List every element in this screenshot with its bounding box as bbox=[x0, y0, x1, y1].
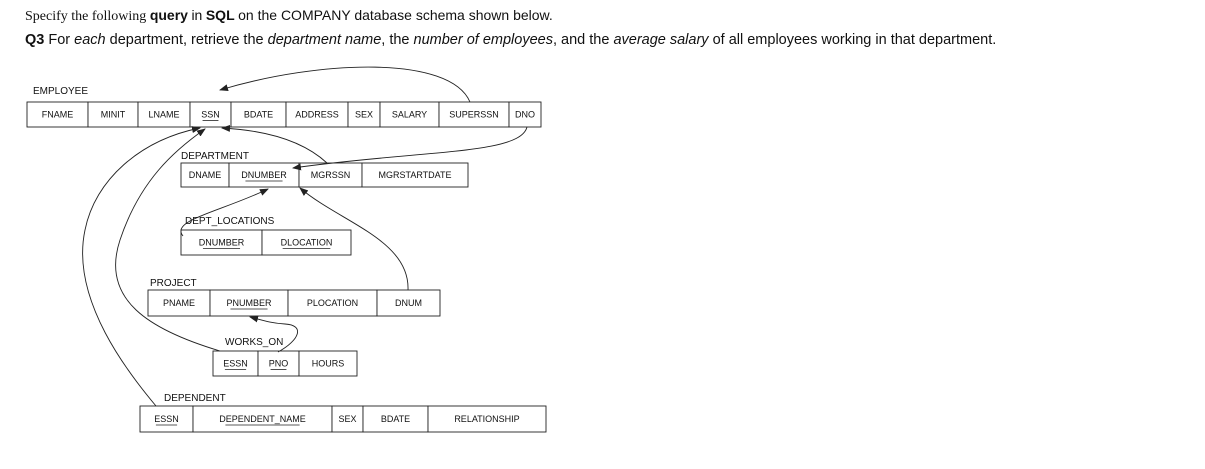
table-works-on bbox=[213, 337, 357, 376]
question-italic-department-name: department name bbox=[267, 32, 382, 48]
instruction-sql-word: SQL bbox=[205, 7, 235, 23]
question-number: Q3 bbox=[25, 32, 45, 48]
table-name-employee: EMPLOYEE bbox=[33, 86, 89, 97]
instruction-in-word: in bbox=[191, 7, 203, 23]
column-dependent-bdate: BDATE bbox=[380, 414, 411, 424]
column-project-plocation: PLOCATION bbox=[306, 298, 359, 308]
question-italic-number-of-employees: number of employees bbox=[413, 32, 553, 48]
column-dept_locations-dnumber: DNUMBER bbox=[198, 237, 245, 248]
table-dept-locations bbox=[181, 216, 351, 255]
column-works_on-hours: HOURS bbox=[311, 358, 345, 369]
question-text-1: For bbox=[48, 32, 71, 48]
column-dept_locations-dlocation: DLOCATION bbox=[280, 237, 333, 248]
table-name-department: DEPARTMENT bbox=[181, 151, 249, 162]
table-project bbox=[148, 278, 440, 316]
instruction-post: on the COMPANY database schema shown below. bbox=[238, 7, 553, 23]
column-dependent-sex: SEX bbox=[338, 414, 357, 424]
table-dependent bbox=[140, 393, 546, 432]
table-name-dept-locations: DEPT_LOCATIONS bbox=[185, 216, 275, 227]
column-employee-address: ADDRESS bbox=[295, 109, 339, 120]
question-text-5: of all employees working in that department. bbox=[712, 32, 997, 48]
column-employee-salary: SALARY bbox=[391, 109, 428, 120]
column-department-mgrstartdate: MGRSTARTDATE bbox=[378, 170, 452, 180]
column-employee-ssn: SSN bbox=[201, 109, 220, 120]
table-name-dependent: DEPENDENT bbox=[164, 393, 226, 404]
fk-arrow-dno-dnumber bbox=[293, 127, 527, 168]
column-employee-minit: MINIT bbox=[100, 109, 126, 120]
question-italic-average-salary: average salary bbox=[613, 32, 709, 48]
column-dependent-dependent-name: DEPENDENT_NAME bbox=[219, 414, 306, 424]
column-project-pnumber: PNUMBER bbox=[226, 298, 272, 308]
column-employee-lname: LNAME bbox=[148, 109, 180, 120]
table-name-project: PROJECT bbox=[150, 278, 197, 289]
column-works_on-pno: PNO bbox=[268, 358, 289, 369]
column-project-dnum: DNUM bbox=[395, 298, 422, 308]
question-text-2: department, retrieve the bbox=[109, 32, 264, 48]
column-employee-dno: DNO bbox=[515, 109, 535, 120]
fk-arrow-superssn-ssn bbox=[220, 67, 470, 102]
table-department bbox=[181, 151, 468, 187]
column-department-dname: DNAME bbox=[188, 170, 222, 180]
instruction-pre: Specify the following bbox=[25, 9, 147, 24]
column-dependent-essn: ESSN bbox=[154, 414, 179, 424]
column-employee-fname: FNAME bbox=[41, 109, 74, 120]
column-employee-superssn: SUPERSSN bbox=[449, 109, 499, 120]
column-works_on-essn: ESSN bbox=[223, 358, 248, 369]
column-dependent-relationship: RELATIONSHIP bbox=[454, 414, 520, 424]
column-department-dnumber: DNUMBER bbox=[241, 170, 287, 180]
question-text-4: , and the bbox=[552, 32, 610, 48]
question-text-3: , the bbox=[381, 32, 410, 48]
question-italic-each: each bbox=[74, 32, 106, 48]
column-project-pname: PNAME bbox=[162, 298, 196, 308]
table-name-works-on: WORKS_ON bbox=[225, 337, 284, 348]
column-employee-bdate: BDATE bbox=[243, 109, 274, 120]
fk-arrow-dloc-dnumber bbox=[181, 189, 268, 236]
instruction-query-word: query bbox=[149, 7, 188, 23]
column-employee-sex: SEX bbox=[354, 109, 374, 120]
column-department-mgrssn: MGRSSN bbox=[310, 170, 351, 180]
